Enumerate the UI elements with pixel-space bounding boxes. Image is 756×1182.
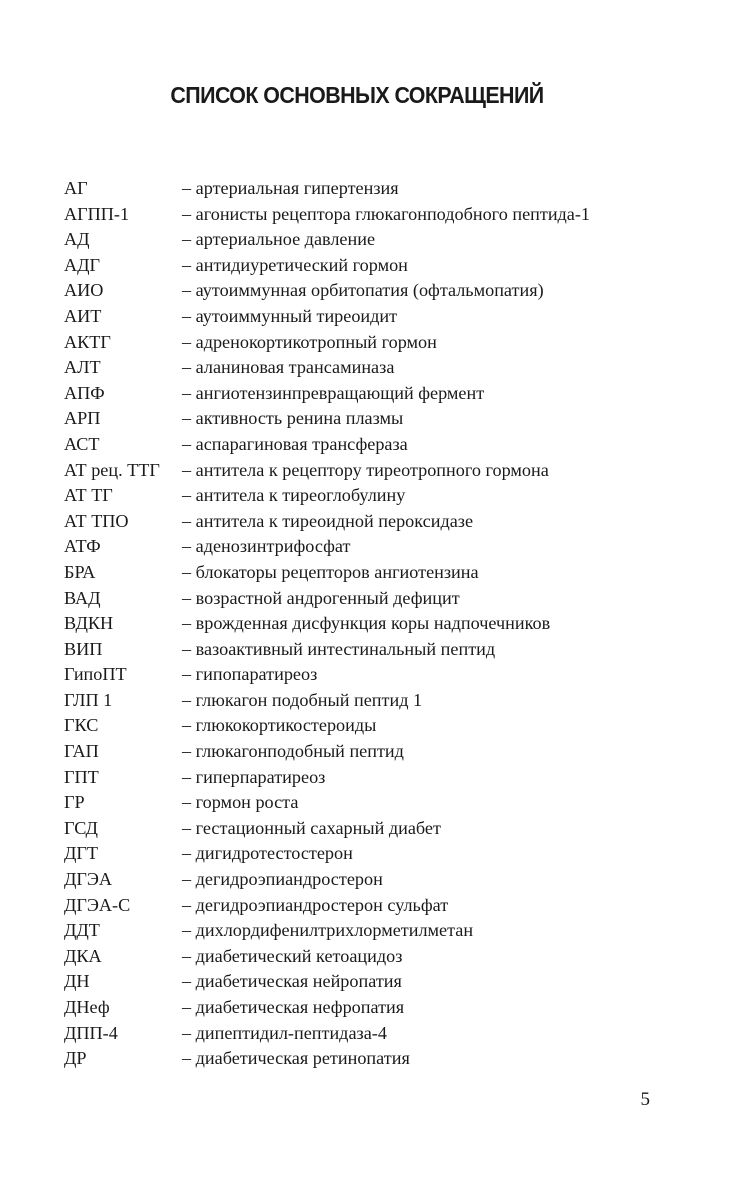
abbreviation-definition: – артериальная гипертензия [182, 178, 399, 198]
abbreviation-definition: – дегидроэпиандростерон сульфат [182, 894, 449, 915]
abbreviation-term: ДГЭА-С [64, 894, 131, 915]
abbreviation-term: ДНеф [64, 997, 110, 1017]
abbreviation-definition: – антидиуретический гормон [182, 254, 408, 275]
abbreviation-list [64, 176, 704, 1072]
abbreviation-term: ДДТ [64, 920, 100, 941]
abbreviation-term: ДР [64, 1048, 87, 1069]
abbreviation-row [64, 381, 704, 407]
abbreviation-term: АТФ [64, 536, 101, 557]
abbreviation-row [64, 867, 704, 893]
abbreviation-term: ДКА [64, 945, 102, 966]
abbreviation-row [64, 944, 704, 970]
abbreviation-term: АТ ТГ [64, 485, 113, 506]
abbreviation-term: ГипоПТ [64, 664, 127, 685]
abbreviation-term: АГПП-1 [64, 203, 130, 224]
abbreviation-definition: – аланиновая трансаминаза [182, 357, 395, 378]
abbreviation-row [64, 611, 704, 637]
abbreviation-definition: – вазоактивный интестинальный пептид [182, 638, 496, 659]
abbreviation-row [64, 432, 704, 458]
abbreviation-definition: – агонисты рецептора глюкагонподобного пептида-1 [182, 203, 591, 224]
abbreviation-term: АГ [64, 178, 88, 198]
abbreviation-term: АТ рец. ТТГ [64, 459, 160, 480]
abbreviation-definition: – активность ренина плазмы [182, 408, 404, 429]
abbreviation-term: ДПП-4 [64, 1022, 118, 1043]
abbreviation-term: ГАП [64, 741, 99, 762]
abbreviation-row [64, 278, 704, 304]
abbreviation-row [64, 458, 704, 484]
abbreviation-definition: – адренокортикотропный гормон [182, 331, 437, 352]
abbreviation-definition: – гипопаратиреоз [182, 664, 318, 685]
abbreviation-definition: – гиперпаратиреоз [182, 766, 326, 787]
abbreviation-definition: – гестационный сахарный диабет [182, 817, 441, 838]
abbreviation-definition: – артериальное давление [182, 229, 376, 250]
abbreviation-term: ДН [64, 971, 90, 992]
abbreviation-term: АИТ [64, 305, 102, 326]
abbreviation-definition: – возрастной андрогенный дефицит [182, 587, 460, 608]
abbreviation-row [64, 841, 704, 867]
abbreviation-term: ГКС [64, 715, 99, 736]
abbreviation-definition: – диабетическая нефропатия [182, 997, 405, 1017]
abbreviation-row [64, 253, 704, 279]
abbreviation-row [64, 406, 704, 432]
abbreviation-row [64, 330, 704, 356]
abbreviation-row [64, 227, 704, 253]
abbreviation-term: АСТ [64, 433, 100, 454]
abbreviation-row [64, 1021, 704, 1047]
abbreviation-term: АПФ [64, 382, 105, 403]
abbreviation-row [64, 995, 704, 1021]
abbreviation-row [64, 534, 704, 560]
abbreviation-term: АДГ [64, 254, 101, 275]
abbreviation-row [64, 483, 704, 509]
abbreviation-term: ГСД [64, 817, 98, 838]
abbreviation-definition: – дипептидил-пептидаза-4 [182, 1022, 387, 1043]
abbreviation-term: ДГТ [64, 843, 99, 864]
abbreviation-definition: – врожденная дисфункция коры надпочечников [182, 613, 551, 634]
abbreviation-row [64, 509, 704, 535]
abbreviation-term: ВДКН [64, 613, 114, 634]
abbreviation-definition: – диабетическая ретинопатия [182, 1048, 410, 1069]
abbreviation-definition: – глюкагон подобный пептид 1 [182, 689, 423, 710]
abbreviation-definition: – аспарагиновая трансфераза [182, 433, 408, 454]
abbreviation-row [64, 202, 704, 228]
abbreviation-term: ВАД [64, 587, 101, 608]
abbreviation-row [64, 739, 704, 765]
abbreviation-row [64, 765, 704, 791]
abbreviation-definition: – дегидроэпиандростерон [182, 869, 383, 890]
abbreviation-term: ГПТ [64, 766, 99, 787]
abbreviation-definition: – антитела к тиреоидной пероксидазе [182, 510, 474, 531]
abbreviation-definition: – дихлордифенилтрихлорметилметан [182, 920, 474, 941]
abbreviation-term: АЛТ [64, 357, 101, 378]
abbreviation-term: АД [64, 229, 90, 250]
abbreviation-definition: – аутоиммунный тиреоидит [182, 305, 398, 326]
abbreviation-term: АКТГ [64, 331, 111, 352]
abbreviation-term: АТ ТПО [64, 510, 129, 531]
abbreviation-term: ВИП [64, 638, 103, 659]
abbreviation-row [64, 560, 704, 586]
abbreviation-row [64, 662, 704, 688]
abbreviation-definition: – диабетический кетоацидоз [182, 945, 403, 966]
abbreviation-definition: – аденозинтрифосфат [182, 536, 351, 557]
abbreviation-term: АИО [64, 280, 104, 301]
abbreviation-term: ДГЭА [64, 869, 113, 890]
abbreviation-definition: – ангиотензинпревращающий фермент [182, 382, 485, 403]
abbreviation-row [64, 586, 704, 612]
abbreviation-row [64, 969, 704, 995]
abbreviation-row [64, 637, 704, 663]
abbreviation-row [64, 893, 704, 919]
abbreviation-term: ГЛП 1 [64, 689, 113, 710]
abbreviation-definition: – антитела к рецептору тиреотропного гормона [182, 459, 549, 480]
abbreviation-term: АРП [64, 408, 101, 429]
abbreviation-row [64, 918, 704, 944]
abbreviation-definition: – дигидротестостерон [182, 843, 353, 864]
abbreviation-term: ГР [64, 792, 85, 813]
abbreviation-definition: – блокаторы рецепторов ангиотензина [182, 561, 479, 582]
abbreviation-definition: – глюкагонподобный пептид [182, 741, 404, 762]
abbreviation-row [64, 713, 704, 739]
abbreviation-row [64, 790, 704, 816]
abbreviation-row [64, 688, 704, 714]
abbreviation-definition: – диабетическая нейропатия [182, 971, 402, 992]
abbreviation-row [64, 355, 704, 381]
abbreviation-row [64, 816, 704, 842]
abbreviation-definition: – гормон роста [182, 792, 299, 813]
abbreviation-term: БРА [64, 561, 96, 582]
abbreviation-definition: – глюкокортикостероиды [182, 715, 377, 736]
page-title: СПИСОК ОСНОВНЫХ СОКРАЩЕНИЙ [170, 82, 544, 108]
abbreviation-definition: – антитела к тиреоглобулину [182, 485, 406, 506]
page-number: 5 [640, 1089, 650, 1110]
abbreviation-definition: – аутоиммунная орбитопатия (офтальмопатия) [182, 280, 544, 301]
abbreviation-row [64, 176, 704, 202]
abbreviation-row [64, 304, 704, 330]
abbreviation-row [64, 1046, 704, 1072]
